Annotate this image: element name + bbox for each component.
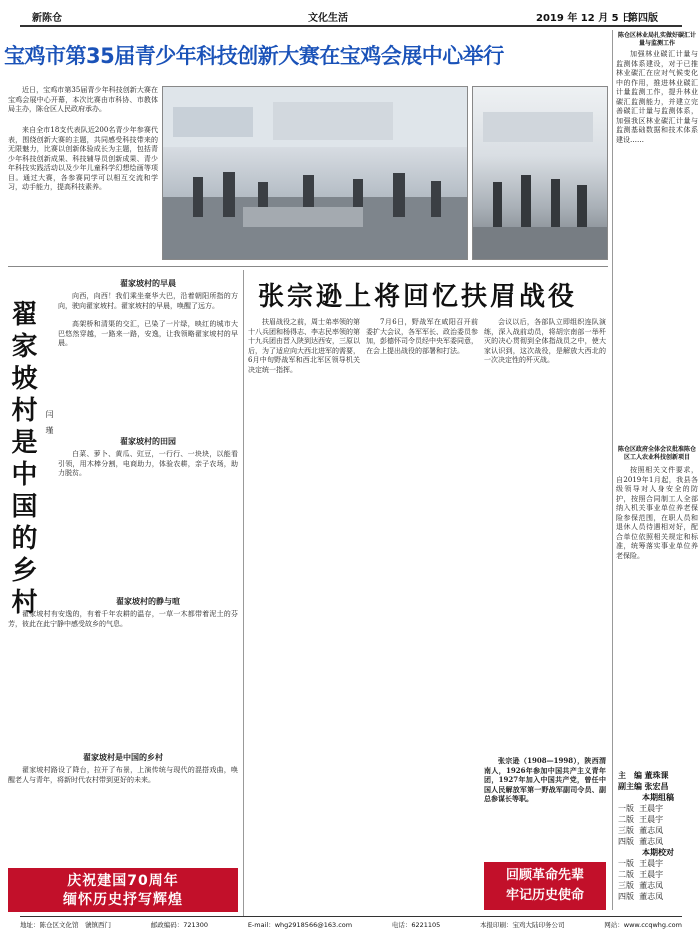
feature-column-2: 7月6日，野战军在咸阳召开前委扩大会议，各军军长、政治委员参加，彭德怀司令员经中央军委同意，在会上提出战役的部署和打法。: [366, 318, 478, 355]
photo-exhibition-hall-1: [162, 86, 468, 260]
editor-person: 王晨宇: [639, 804, 664, 813]
banner-left: [8, 868, 238, 912]
footer-rule: [20, 916, 682, 917]
masthead-date: 2019 年 12 月 5 日: [536, 13, 633, 24]
proof-role: 一版: [618, 859, 634, 868]
feature-title: 张宗逊上将回忆扶眉战役: [258, 282, 578, 312]
vertical-feature-title: 翟家坡村是中国的乡村: [7, 300, 37, 620]
right-article-2-title: 陈仓区政府全体会议批准陈仓区工人农业科技创新项目: [617, 446, 696, 461]
photo-exhibition-hall-2-art: [473, 87, 608, 260]
banner-left-line-2: 缅怀历史抒写辉煌: [63, 892, 183, 908]
editors-row-1: [618, 803, 698, 814]
footer-line: [20, 920, 682, 929]
farm-paragraph-2: 高架桥和清渠的交汇，已染了一片绿，映红的城市大巴悠然穿越，一路来一路，安逸，让我领略翟家坡村的早晨。: [58, 320, 238, 347]
deputy-label: 副主编: [618, 782, 642, 791]
editor-person: 王晨宇: [639, 815, 664, 824]
proof-row-1: [618, 858, 698, 869]
photo-exhibition-hall-1-art: [163, 87, 468, 260]
right-article-1-title: 陈仓区林业局扎实做好碳汇计量与监测工作: [617, 32, 696, 47]
lead-paragraph-2: 来自全市18支代表队近200名青少年参赛代表，围绕创新大赛的主题，共同感受科技带来的无限魅力，比赛以创新体验成长为主题，包括青少年科技创新成果、科技辅导员创新成果、青少年科技实践活动以及少年儿童科学幻想绘画等项目。通过大赛，各参赛同学可以相互交流和学习，动手能力，提高科技素养。: [8, 126, 158, 191]
editor-person: 董志凤: [639, 837, 664, 846]
farm-paragraph-1: 向西，向西！我们乘坐豪华大巴，沿着朝阳所指的方向，驶向翟家坡村。翟家坡村的早晨，唤醒了远方。: [58, 292, 238, 310]
banner-right: [484, 862, 606, 910]
editor-row: [618, 770, 698, 781]
feature-column-1: 扶眉战役之前，周士弟率领的第十八兵团和杨得志、李志民率领的第十九兵团由晋入陕到达西安，三原以后，为了适应向大西北进军的需要，6月中旬野战军和西北军区领导机关决定统一指挥。: [248, 318, 360, 374]
masthead-paper-name: 新陈仓: [32, 13, 62, 24]
farm-author: 闫 瑾: [45, 410, 54, 434]
right-article-2-body: 按照相关文件要求，自2019年1月起，我县各级领导对人身安全的防护，按照合同制工人全部纳入机关事业单位养老保险参保范围，在职人员和退休人员待遇相对好，配合单位依照相关规定和标准，统筹落实事业单位养老保险。: [616, 466, 698, 560]
farm-paragraph-5: 翟家坡村路设了降台，拉开了布景，上演传统与现代的混搭戏曲，唤醒老人与青年，将新时代农村带到更好的未来。: [8, 766, 238, 784]
masthead-section: 文化生活: [308, 13, 348, 24]
banner-right-line-1: 回顾革命先辈: [505, 868, 584, 883]
staff-credits: [618, 770, 698, 902]
editor-name: 董珠课: [644, 771, 669, 780]
footer-address: 地址：陈仓区文化馆 虢镇西门: [20, 921, 111, 929]
editor-label: 主 编: [618, 771, 642, 780]
footer-phone: 电话：6221105: [391, 921, 441, 929]
editors-row-4: [618, 836, 698, 847]
proof-person: 王晨宇: [639, 859, 664, 868]
photo-exhibition-hall-2: [472, 86, 608, 260]
proof-person: 董志凤: [639, 892, 664, 901]
proof-row-2: [618, 869, 698, 880]
footer-printer: 本报印刷：宝鸡大陆印务公司: [480, 921, 565, 929]
proof-row-3: [618, 880, 698, 891]
farm-heading-4: 翟家坡村是中国的乡村: [83, 752, 163, 762]
footer-website: 网站：www.ccqwhg.com: [604, 921, 682, 929]
right-column-rule: [612, 30, 613, 910]
farm-paragraph-4: 翟家坡村有安逸的，有着千年农耕的温存，一草一木都带着泥土的芬芳，彼此在此宁静中感受故乡的气息。: [8, 610, 238, 628]
footer-postcode: 邮政编码：721300: [150, 921, 209, 929]
editor-role: 一版: [618, 804, 634, 813]
feature-left-rule: [243, 270, 244, 916]
editor-role: 四版: [618, 837, 634, 846]
banner-left-line-1: 庆祝建国70周年: [67, 873, 179, 889]
farm-paragraph-3: 白菜、萝卜、黄瓜、豇豆，一行行、一块块，以能看引领，用木棒分割，电商助力，体验农耕，亲子农场，助力脱贫。: [58, 450, 238, 477]
editors-row-3: [618, 825, 698, 836]
deputy-name: 张宏昌: [644, 782, 669, 791]
editor-role: 三版: [618, 826, 634, 835]
header-rule: [20, 25, 682, 27]
farm-heading-3: 翟家坡村的静与喧: [116, 596, 180, 606]
proof-role: 三版: [618, 881, 634, 890]
lead-paragraph-1: 近日，宝鸡市第35届青少年科技创新大赛在宝鸡会展中心开幕，本次比赛由市科协、市教体局主办，陈仓区人民政府承办。: [8, 86, 158, 113]
deputy-row: [618, 781, 698, 792]
proof-person: 董志凤: [639, 881, 664, 890]
masthead-page: 第四版: [628, 13, 658, 24]
feature-bio: 张宗逊（1908—1998），陕西渭南人，1926年参加中国共产主义青年团，1927年加入中国共产党，曾任中国人民解放军第一野战军副司令员、副总参谋长等职。: [484, 756, 606, 803]
proof-role: 四版: [618, 892, 634, 901]
right-article-1-body: 加强林业碳汇计量与监测体系建设，对于已推林业碳汇在应对气候变化中的作用，推进林业碳汇计量监测工作，提升林业碳汇监测能力，并建立完善碳汇计量与监测体系，加强我区林业碳汇计量与监测基础数据和技术体系建设……: [616, 50, 698, 144]
proof-row-4: [618, 891, 698, 902]
proof-role: 二版: [618, 870, 634, 879]
farm-heading-1: 翟家坡村的早晨: [120, 278, 176, 288]
footer-email: E-mail：whg2918566@163.com: [247, 921, 353, 929]
banner-right-line-2: 牢记历史使命: [505, 888, 584, 903]
proof-title: 本期校对: [642, 848, 674, 857]
section-divider: [8, 266, 608, 267]
farm-heading-2: 翟家坡村的田园: [120, 436, 176, 446]
editor-role: 二版: [618, 815, 634, 824]
editors-row-2: [618, 814, 698, 825]
feature-column-3: 会议以后，各部队立即组织连队演练，深入战前动员，将胡宗南部一举歼灭的决心贯彻到全体指战员之中，使大家认识到，这次战役，是解放大西北的一次决定性的歼灭战。: [484, 318, 606, 364]
headline: 宝鸡市第35届青少年科技创新大赛在宝鸡会展中心举行: [4, 44, 504, 68]
proof-person: 王晨宇: [639, 870, 664, 879]
editor-person: 董志凤: [639, 826, 664, 835]
editors-title: 本期组稿: [642, 793, 674, 802]
